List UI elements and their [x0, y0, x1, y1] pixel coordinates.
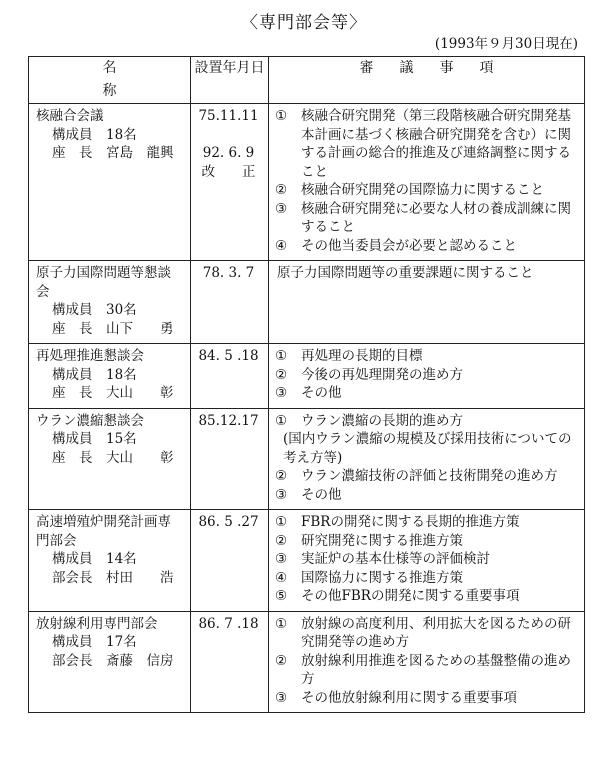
- deliberation-item-text: 実証炉の基本仕様等の評価検討: [301, 551, 490, 567]
- established-date: 85.12.17: [198, 412, 259, 429]
- deliberation-item-text: 核融合研究開発の国際協力に関すること: [301, 182, 544, 198]
- item-number: ③: [275, 486, 288, 503]
- deliberation-matters-cell: [269, 611, 585, 713]
- deliberation-item: [275, 181, 580, 200]
- deliberation-item-text: 放射線利用推進を図るための基盤整備の進め方: [301, 652, 571, 687]
- item-number: ③: [275, 385, 288, 401]
- established-date: 86. 5 .27: [198, 514, 259, 530]
- member-count: 構成員 30名: [52, 302, 137, 318]
- item-number: ②: [275, 652, 288, 669]
- deliberation-item: [275, 689, 580, 708]
- as-of-date: (1993年９月30日現在): [434, 36, 578, 52]
- deliberation-matters-cell: [269, 104, 585, 261]
- item-number: ④: [275, 237, 288, 254]
- chairperson: 座 長 大山 彰: [52, 449, 174, 466]
- item-number: ③: [275, 551, 288, 567]
- table-row: [29, 611, 585, 713]
- deliberation-item-text: ウラン濃縮の長期的進め方: [301, 412, 463, 429]
- item-number: ②: [275, 468, 288, 484]
- deliberation-item-text: 国際協力に関する推進方策: [301, 569, 463, 586]
- deliberation-matters-cell: [269, 344, 585, 409]
- header-matters: 審議事項: [269, 57, 585, 104]
- header-name: 名称: [29, 57, 191, 104]
- item-number: ②: [275, 182, 288, 198]
- item-number: ④: [275, 569, 288, 586]
- deliberation-item-text: 放射線の高度利用、利用拡大を図るための研究開発等の進め方: [301, 615, 571, 650]
- member-count: 構成員 18名: [52, 366, 137, 383]
- item-number: ①: [275, 348, 288, 364]
- deliberation-matters-cell: [269, 510, 585, 612]
- deliberation-item: [275, 532, 580, 551]
- deliberation-item-text: 核融合研究開発（第三段階核融合研究開発基本計画に基づく核融合研究開発を含む）に関する計画の総合的推進及び連絡調整に関すること: [301, 108, 571, 180]
- deliberation-item-text: その他FBRの開発に関する重要事項: [301, 588, 520, 604]
- deliberation-item: [275, 652, 580, 689]
- deliberation-text: 原子力国際問題等の重要課題に関すること: [277, 265, 534, 281]
- committee-cell: [29, 510, 191, 612]
- item-number: ⑤: [275, 588, 288, 604]
- table-row: [29, 261, 585, 344]
- committee-name: 再処理推進懇談会: [36, 348, 144, 364]
- established-date: [193, 126, 264, 145]
- established-date: 78. 3. 7: [202, 265, 255, 281]
- committee-name: 放射線利用専門部会: [36, 615, 158, 632]
- committee-name: 高速増殖炉開発計画専門部会: [36, 514, 171, 549]
- committee-name: 核融合会議: [36, 108, 104, 124]
- item-number: ①: [275, 108, 288, 124]
- item-number: ①: [275, 412, 288, 429]
- established-date-cell: [191, 104, 269, 261]
- deliberation-item: [275, 366, 580, 385]
- deliberation-matters-cell: [269, 261, 585, 344]
- deliberation-item: [275, 237, 580, 256]
- committee-cell: [29, 611, 191, 713]
- table-row: [29, 344, 585, 409]
- deliberation-matters-cell: [269, 408, 585, 510]
- committee-name: ウラン濃縮懇談会: [36, 412, 144, 429]
- page-title: 〈専門部会等〉: [241, 13, 367, 33]
- item-number: ②: [275, 532, 288, 549]
- deliberation-item: [275, 550, 580, 569]
- deliberation-item-text: ウラン濃縮技術の評価と技術開発の進め方: [301, 468, 558, 484]
- deliberation-item: [275, 513, 580, 532]
- committee-cell: [29, 344, 191, 409]
- deliberation-item-text: その他: [301, 385, 342, 401]
- committee-cell: [29, 104, 191, 261]
- item-number: ③: [275, 689, 288, 706]
- chairperson: 座 長 大山 彰: [52, 385, 174, 401]
- chairperson: 座 長 山下 勇: [52, 320, 174, 337]
- deliberation-item-text: 核融合研究開発に必要な人材の養成訓練に関すること: [301, 200, 571, 235]
- deliberation-item-text: FBRの開発に関する長期的推進方策: [301, 514, 520, 530]
- deliberation-item-text: (国内ウラン濃縮の規模及び採用技術についての考え方等): [283, 431, 572, 466]
- table-row: [29, 510, 585, 612]
- table-row: [29, 104, 585, 261]
- established-date: 86. 7 .18: [198, 615, 259, 632]
- established-date: 92. 6. 9: [202, 145, 255, 161]
- chairperson: 座 長 宮島 龍興: [52, 145, 174, 161]
- member-count: 構成員 17名: [52, 634, 137, 650]
- committee-table: [28, 56, 585, 713]
- member-count: 構成員 18名: [52, 126, 137, 143]
- established-date-cell: [191, 408, 269, 510]
- established-date: 84. 5 .18: [198, 348, 259, 364]
- deliberation-item-text: 研究開発に関する推進方策: [301, 532, 463, 549]
- committee-name: 原子力国際問題等懇談会: [36, 265, 171, 300]
- header-date: 設置年月日: [191, 57, 269, 104]
- table-header-row: [29, 57, 585, 104]
- deliberation-item-text: その他放射線利用に関する重要事項: [301, 689, 517, 706]
- established-date-cell: [191, 510, 269, 612]
- established-date-cell: [191, 261, 269, 344]
- deliberation-item: [275, 615, 580, 652]
- committee-cell: [29, 261, 191, 344]
- established-date: 75.11.11: [198, 108, 259, 124]
- deliberation-item: [275, 467, 580, 486]
- member-count: 構成員 14名: [52, 551, 137, 567]
- item-number: ②: [275, 366, 288, 383]
- deliberation-item: [275, 486, 580, 505]
- deliberation-item: [275, 384, 580, 403]
- established-date: 改 正: [201, 163, 256, 180]
- chairperson: 部会長 斎藤 信房: [52, 652, 174, 669]
- table-row: [29, 408, 585, 510]
- item-number: ③: [275, 200, 288, 217]
- deliberation-item: [275, 200, 580, 237]
- item-number: ①: [275, 514, 288, 530]
- established-date-cell: [191, 611, 269, 713]
- deliberation-item: [275, 587, 580, 606]
- item-number: ①: [275, 615, 288, 632]
- deliberation-item: [275, 430, 580, 467]
- chairperson: 部会長 村田 浩: [52, 569, 174, 586]
- deliberation-item-text: 再処理の長期的目標: [301, 348, 423, 364]
- committee-cell: [29, 408, 191, 510]
- member-count: 構成員 15名: [52, 431, 137, 447]
- deliberation-item-text: その他当委員会が必要と認めること: [301, 237, 517, 254]
- deliberation-item-text: その他: [301, 486, 342, 503]
- deliberation-item: [275, 412, 580, 431]
- established-date-cell: [191, 344, 269, 409]
- deliberation-item-text: 今後の再処理開発の進め方: [301, 366, 463, 383]
- deliberation-item: [275, 569, 580, 588]
- deliberation-item: [275, 107, 580, 181]
- deliberation-item: [275, 347, 580, 366]
